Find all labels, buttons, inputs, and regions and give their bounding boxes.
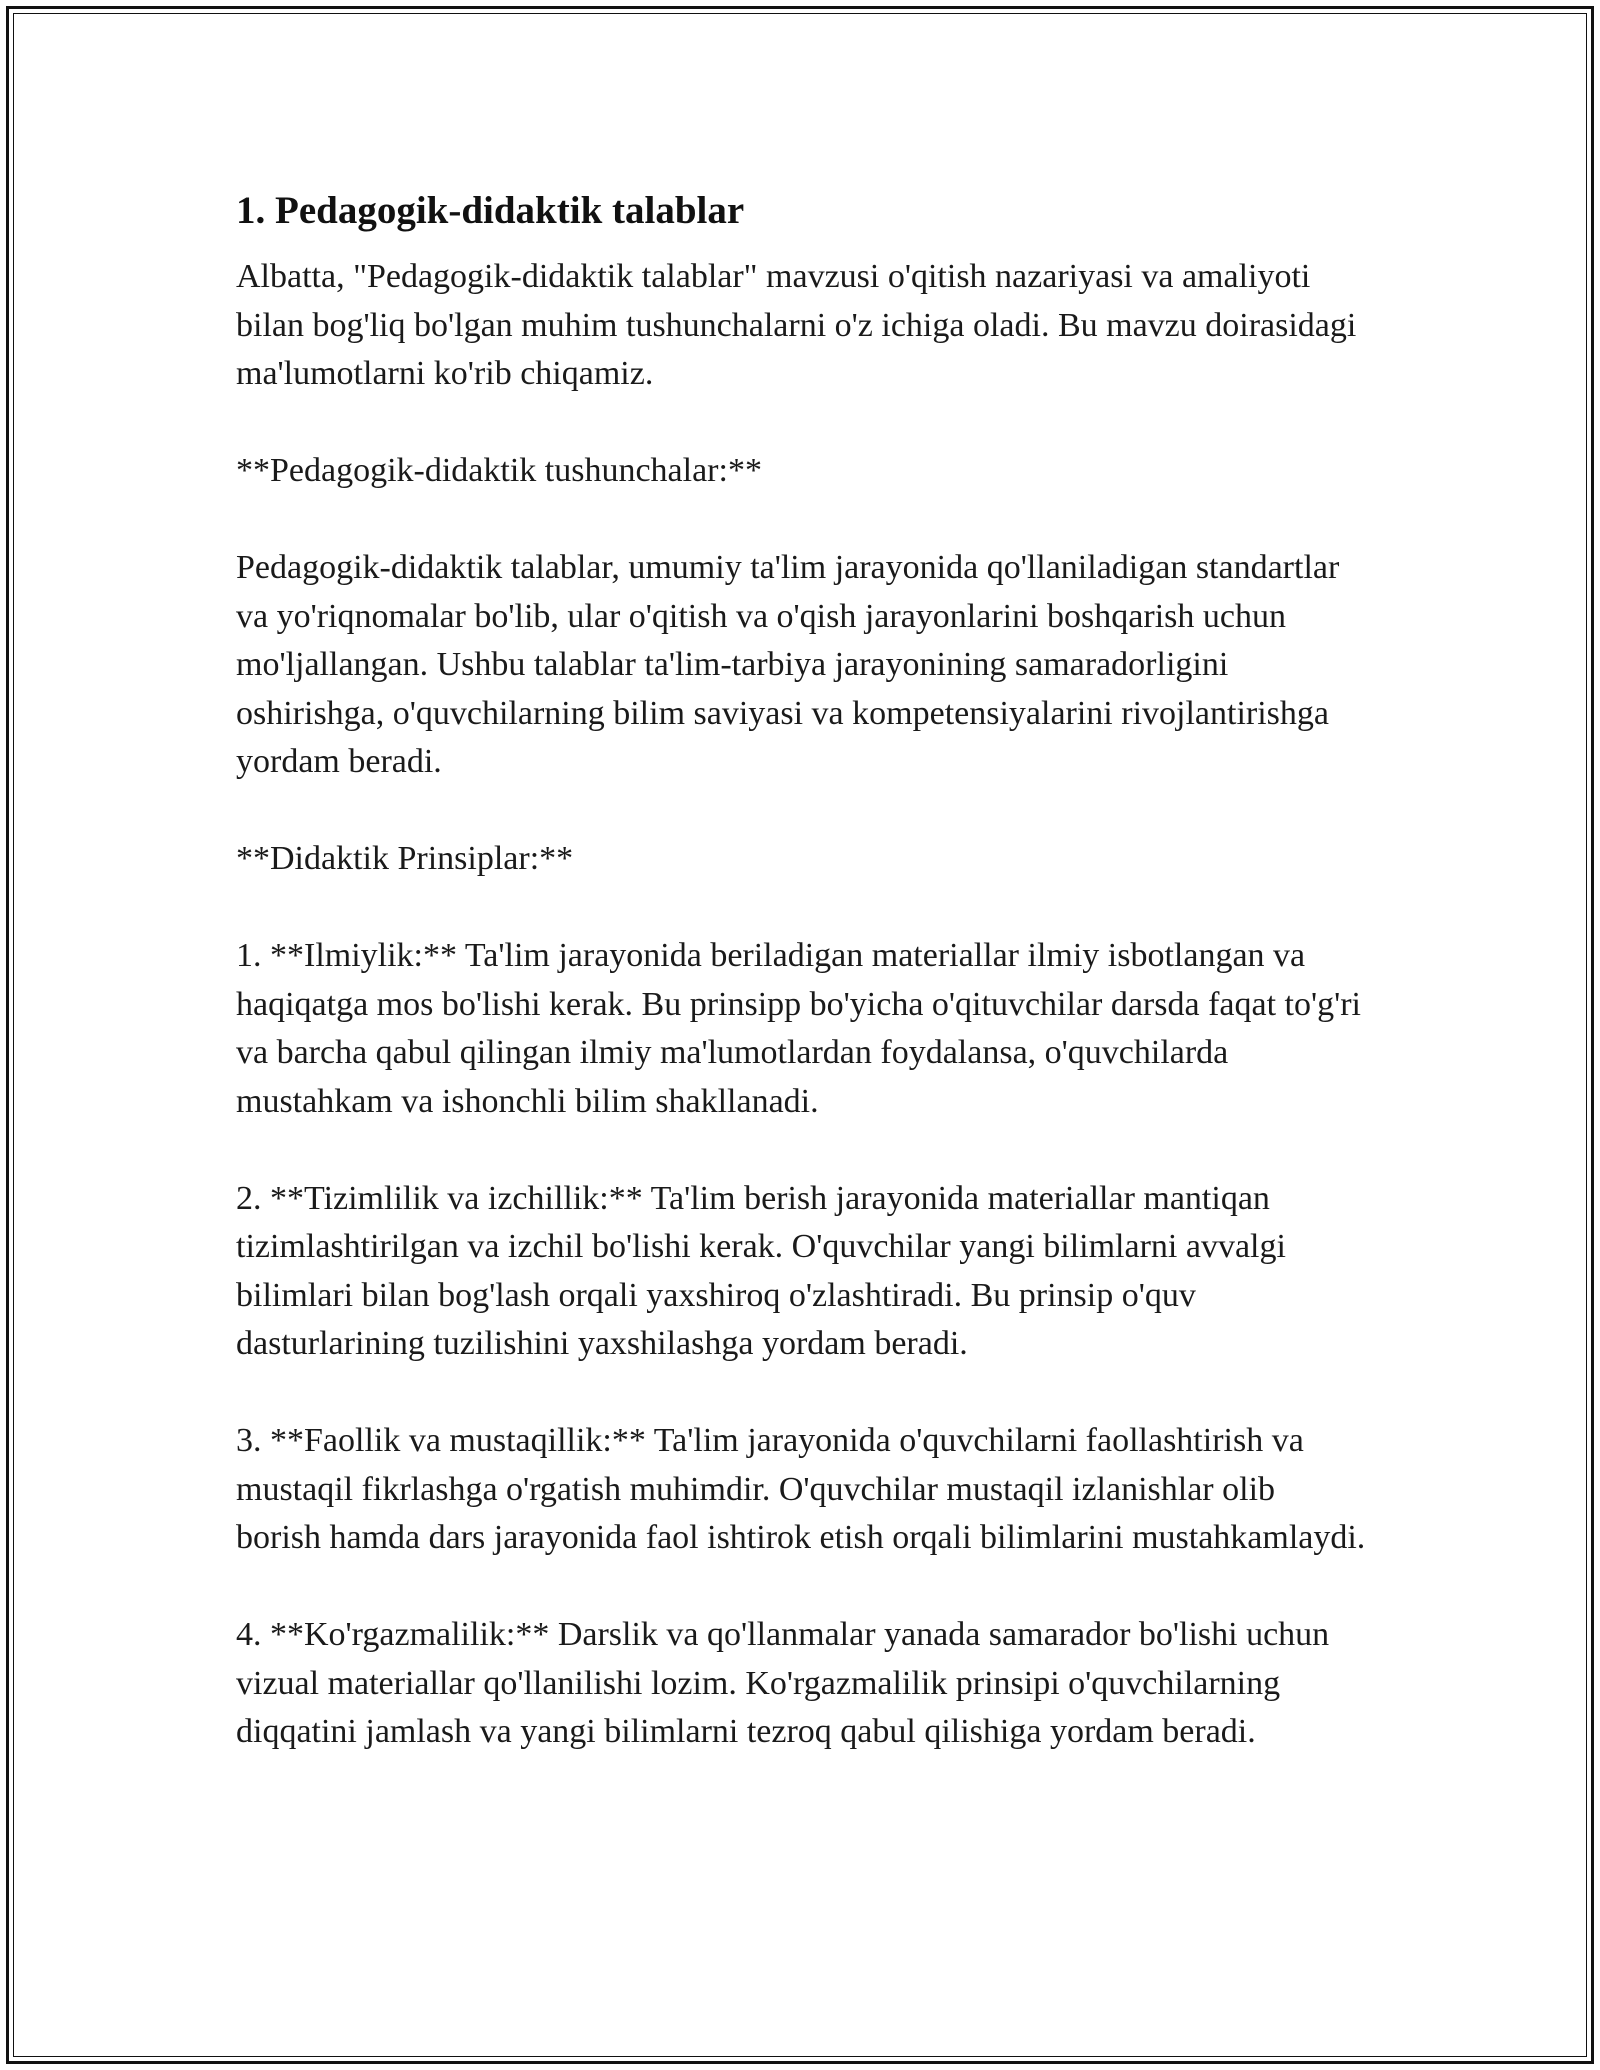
document-body <box>236 185 1366 1805</box>
document-title: 1. Pedagogik-didaktik talablar <box>236 189 745 232</box>
intro-paragraph: Albatta, "Pedagogik-didaktik talablar" mavzusi o'qitish nazariyasi va amaliyoti bilan bog'liq bo'lgan muhim tushunchalarni o'z ichiga oladi. Bu mavzu doirasidagi ma'lumotlarni ko'rib chiqamiz. <box>236 258 1357 392</box>
principle-item-3: 3. **Faollik va mustaqillik:** Ta'lim jarayonida o'quvchilarni faollashtirish va mustaqil fikrlashga o'rgatish muhimdir. O'quvchilar mustaqil izlanishlar olib borish hamda dars jarayonida faol ishtirok etish orqali bilimlarini mustahkamlaydi. <box>236 1422 1366 1556</box>
principle-item-2: 2. **Tizimlilik va izchillik:** Ta'lim berish jarayonida materiallar mantiqan tizimlashtirilgan va izchil bo'lishi kerak. O'quvchilar yangi bilimlarni avvalgi bilimlari bilan bog'lash orqali yaxshiroq o'zlashtiradi. Bu prinsip o'quv dasturlarining tuzilishini yaxshilashga yordam beradi. <box>236 1179 1286 1362</box>
principle-item-4: 4. **Ko'rgazmalilik:** Darslik va qo'llanmalar yanada samarador bo'lishi uchun vizual materiallar qo'llanilishi lozim. Ko'rgazmalilik prinsipi o'quvchilarning diqqatini jamlash va yangi bilimlarni tezroq qabul qilishiga yordam beradi. <box>236 1616 1330 1750</box>
section-heading-concepts: **Pedagogik-didaktik tushunchalar:** <box>236 452 762 489</box>
concepts-paragraph: Pedagogik-didaktik talablar, umumiy ta'lim jarayonida qo'llaniladigan standartlar va yo'riqnomalar bo'lib, ular o'qitish va o'qish jarayonlarini boshqarish uchun mo'ljallangan. Ushbu talablar ta'lim-tarbiya jarayonining samaradorligini oshirishga, o'quvchilarning bilim saviyasi va kompetensiyalarini rivojlantirishga yordam beradi. <box>236 549 1340 780</box>
principle-item-1: 1. **Ilmiylik:** Ta'lim jarayonida beriladigan materiallar ilmiy isbotlangan va haqiqatga mos bo'lishi kerak. Bu prinsipp bo'yicha o'qituvchilar darsda faqat to'g'ri va barcha qabul qilingan ilmiy ma'lumotlardan foydalansa, o'quvchilarda mustahkam va ishonchli bilim shakllanadi. <box>236 937 1361 1120</box>
section-heading-principles: **Didaktik Prinsiplar:** <box>236 840 574 877</box>
